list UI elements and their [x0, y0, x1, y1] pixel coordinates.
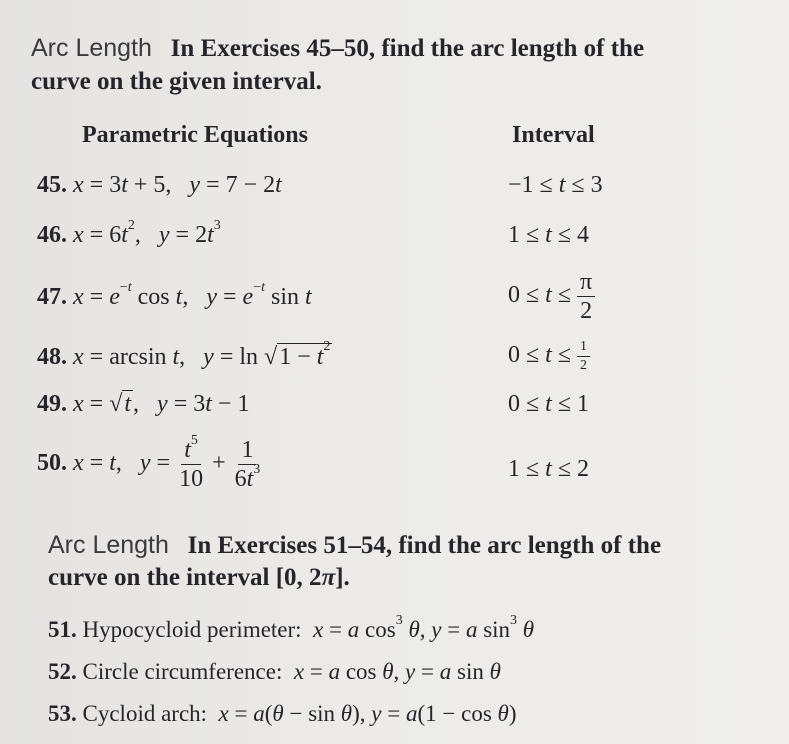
- exercise-51-number: 51.: [48, 617, 77, 642]
- exercise-48-equation: 48. x = arcsin t, $y = \ln √1 - t^2$: [37, 339, 331, 370]
- exercise-49-number: 49.: [37, 391, 67, 417]
- section2-instruction-2: curve on the interval [0, 2π].: [48, 564, 350, 591]
- section2-label: Arc Length: [48, 531, 169, 559]
- exercise-48-number: 48.: [37, 344, 67, 370]
- col-header-interval: Interval: [512, 122, 595, 148]
- exercise-49-interval: 0 ≤ t ≤ 1: [508, 391, 590, 417]
- exercise-47-equation: 47. $x = e^{-t}$ cos t, $y = e^{-t}$ sin t: [37, 280, 312, 310]
- section2-instruction-1: In Exercises 51–54, find the arc length of the: [187, 532, 662, 559]
- section1-label: Arc Length: [31, 34, 152, 62]
- exercise-47-number: 47.: [37, 284, 67, 310]
- exercise-45-number: 45.: [37, 172, 67, 198]
- section1-instruction-2: curve on the given interval.: [31, 68, 322, 95]
- section1-instruction-1: In Exercises 45–50, find the arc length of the: [170, 35, 645, 62]
- exercise-47-interval: 0 ≤ t ≤ $\frac{\pi}{2}$: [508, 270, 595, 323]
- exercise-46-interval: 1 ≤ t ≤ 4: [508, 222, 590, 248]
- exercise-53-text: Cycloid arch:: [82, 701, 208, 726]
- exercise-48-interval: 0 ≤ t ≤ $\frac{1}{2}$: [508, 340, 590, 373]
- section2-line1: [48, 528, 661, 563]
- exercise-53-number: 53.: [48, 701, 77, 726]
- exercise-51: 51. Hypocycloid perimeter: x = a $\cos^3 \theta$, y = a $\sin^3 \theta$: [48, 613, 535, 642]
- exercise-46-number: 46.: [37, 222, 67, 248]
- exercise-50-interval: 1 ≤ t ≤ 2: [508, 456, 590, 482]
- exercise-52: 52. Circle circumference: x = a cos θ, y = a sin θ: [48, 659, 501, 684]
- exercise-51-text: Hypocycloid perimeter:: [82, 617, 302, 642]
- exercise-45-interval: −1 ≤ t ≤ 3: [508, 172, 603, 198]
- exercise-53: 53. Cycloid arch: x = a(θ − sin θ), y = a(1 − cos θ): [48, 701, 517, 726]
- exercise-50-equation: 50. x = t, y = $\frac{t^5}{10}$ + $\frac{1}{6t^3}$: [37, 433, 261, 492]
- exercise-49-equation: 49. x = √t, y = 3t − 1: [37, 391, 250, 417]
- exercise-52-number: 52.: [48, 659, 77, 684]
- section1-line1: [31, 31, 644, 66]
- col-header-equations: Parametric Equations: [82, 122, 308, 148]
- exercise-52-text: Circle circumference:: [82, 659, 283, 684]
- exercise-45-equation: 45. x = 3t + 5, y = 7 − 2t: [37, 172, 282, 198]
- exercise-46-equation: 46. $x = 6t^2$, $y = 2t^3$: [37, 218, 221, 248]
- exercise-50-number: 50.: [37, 450, 67, 477]
